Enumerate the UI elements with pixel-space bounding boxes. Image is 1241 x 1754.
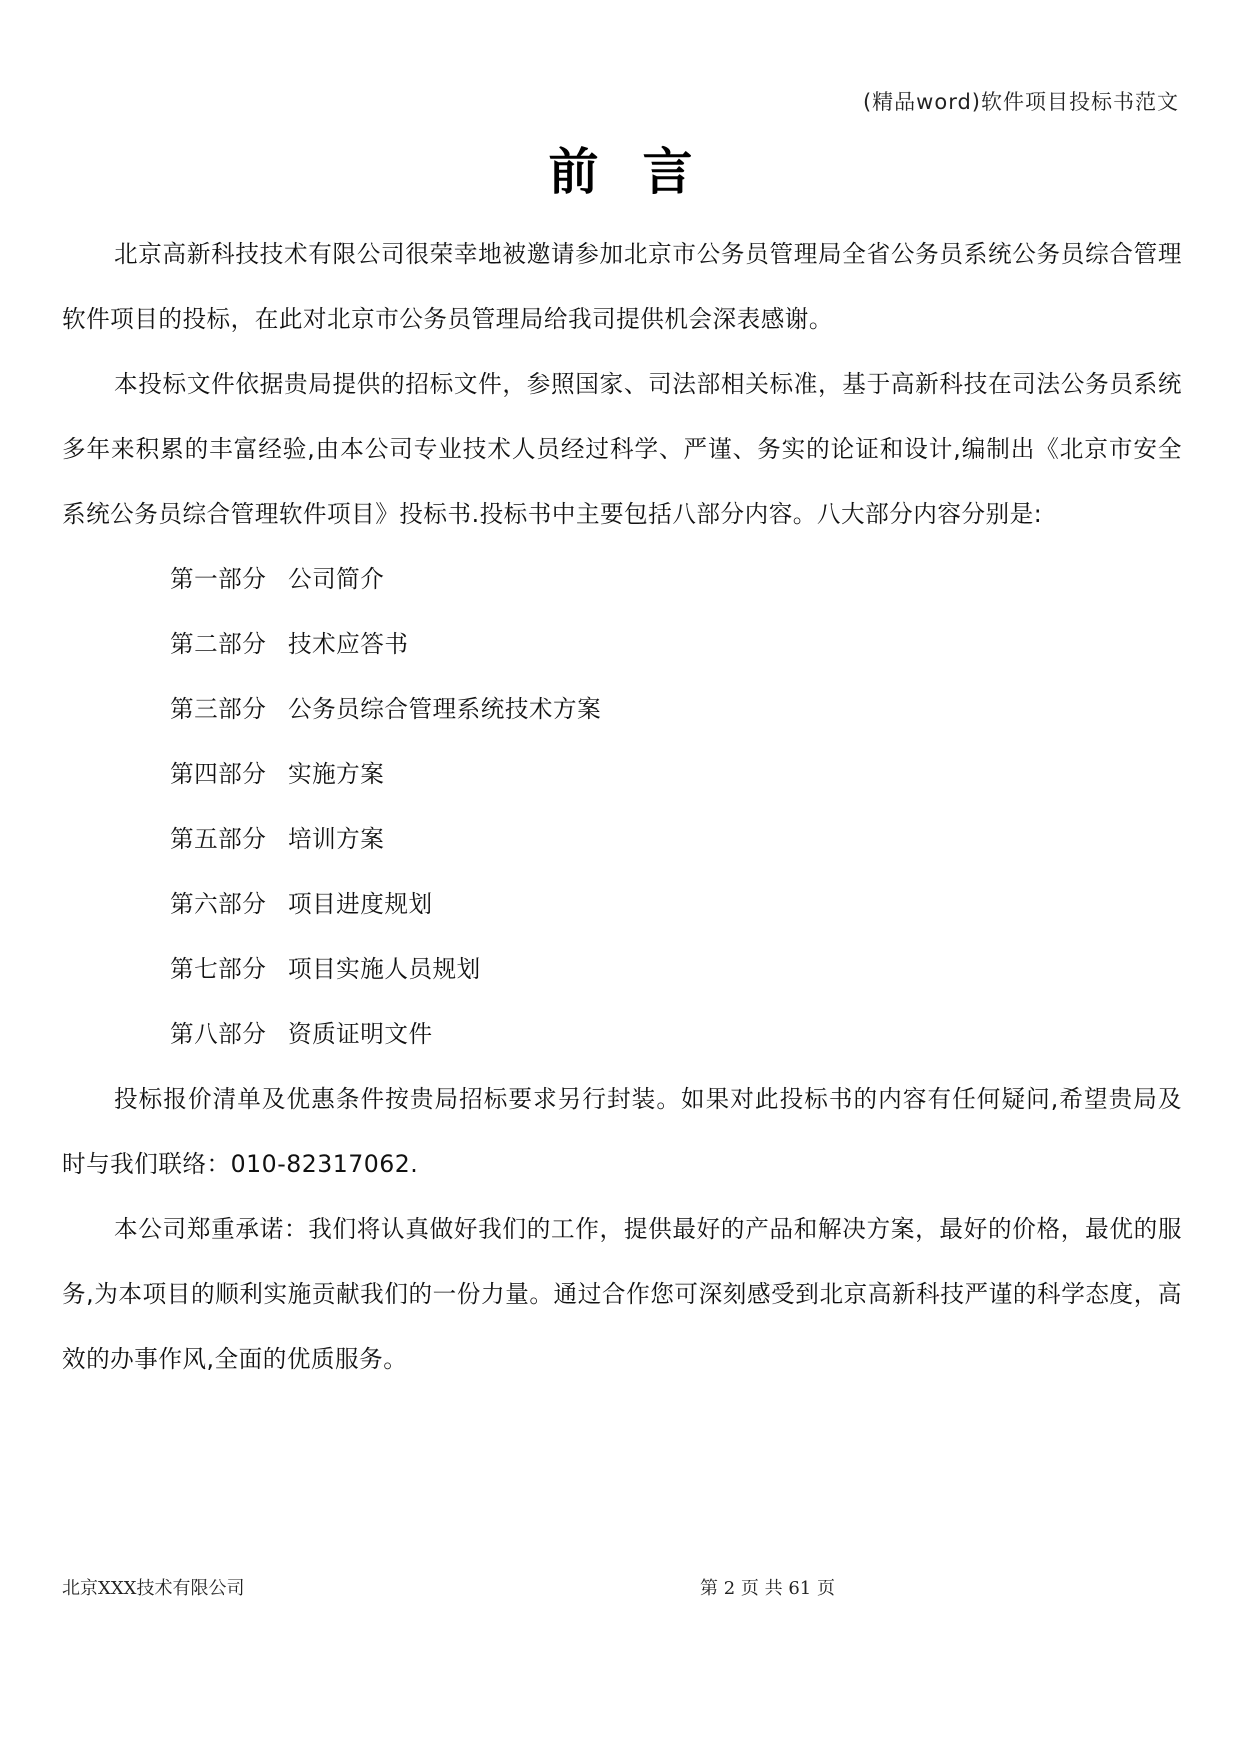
parts-list <box>62 547 1182 1067</box>
part-number: 第六部分 <box>170 890 267 918</box>
list-item <box>62 1002 1182 1067</box>
list-item <box>62 937 1182 1002</box>
list-item <box>62 677 1182 742</box>
paragraph-intro: 北京高新科技技术有限公司很荣幸地被邀请参加北京市公务员管理局全省公务员系统公务员综合管理软件项目的投标，在此对北京市公务员管理局给我司提供机会深表感谢。 <box>62 240 1182 333</box>
header-note: (精品word)软件项目投标书范文 <box>862 90 1179 114</box>
part-number: 第三部分 <box>170 695 267 723</box>
part-name: 培训方案 <box>288 825 385 853</box>
list-item <box>62 807 1182 872</box>
part-number: 第五部分 <box>170 825 267 853</box>
part-number: 第七部分 <box>170 955 267 983</box>
part-name: 实施方案 <box>288 760 385 788</box>
part-number: 第四部分 <box>170 760 267 788</box>
part-name: 资质证明文件 <box>288 1020 433 1048</box>
part-name: 技术应答书 <box>288 630 409 658</box>
paragraph-contact: 投标报价清单及优惠条件按贵局招标要求另行封装。如果对此投标书的内容有任何疑问,希望贵局及时与我们联络：010-82317062. <box>62 1085 1182 1178</box>
list-item <box>62 547 1182 612</box>
paragraph-commitment: 本公司郑重承诺：我们将认真做好我们的工作，提供最好的产品和解决方案，最好的价格，最优的服务,为本项目的顺利实施贡献我们的一份力量。通过合作您可深刻感受到北京高新科技严谨的科学态度，高效的办事作风,全面的优质服务。 <box>62 1215 1182 1373</box>
list-item <box>62 612 1182 677</box>
list-item <box>62 742 1182 807</box>
part-name: 项目实施人员规划 <box>288 955 481 983</box>
page-title: 前言 <box>548 142 737 201</box>
document-body <box>62 222 1182 1392</box>
part-number: 第二部分 <box>170 630 267 658</box>
footer-company: 北京XXX技术有限公司 <box>62 1578 245 1599</box>
paragraph-basis: 本投标文件依据贵局提供的招标文件，参照国家、司法部相关标准，基于高新科技在司法公务员系统多年来积累的丰富经验,由本公司专业技术人员经过科学、严谨、务实的论证和设计,编制出《北京市安全系统公务员综合管理软件项目》投标书.投标书中主要包括八部分内容。八大部分内容分别是: <box>62 370 1182 528</box>
part-number: 第八部分 <box>170 1020 267 1048</box>
part-name: 项目进度规划 <box>288 890 433 918</box>
list-item <box>62 872 1182 937</box>
part-number: 第一部分 <box>170 565 267 593</box>
part-name: 公务员综合管理系统技术方案 <box>288 695 602 723</box>
footer-page-number: 第 2 页 共 61 页 <box>700 1578 835 1599</box>
part-name: 公司简介 <box>288 565 385 593</box>
